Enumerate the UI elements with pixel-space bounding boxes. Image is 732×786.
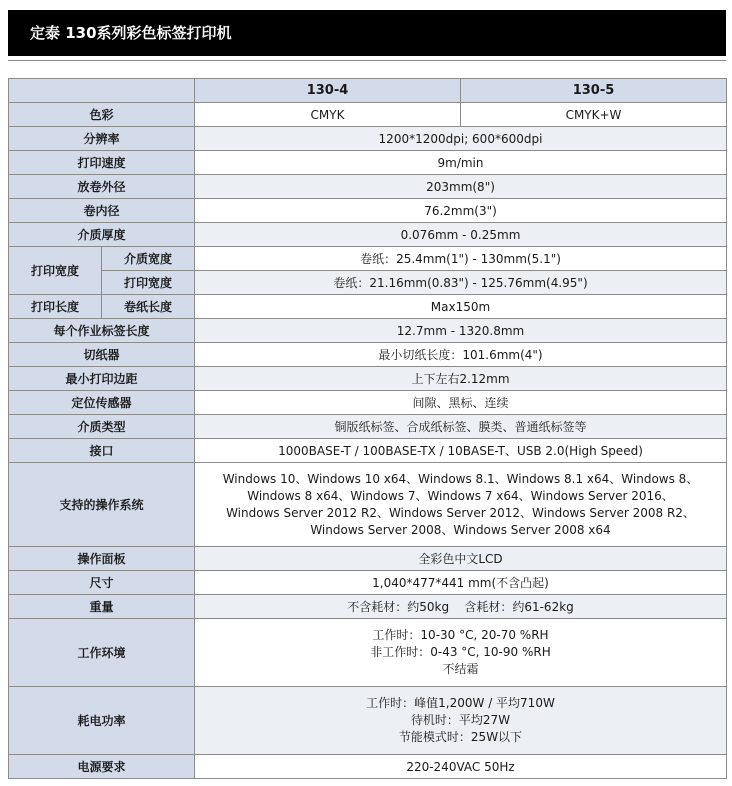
value-sensor: 间隙、黑标、连续	[195, 391, 727, 415]
row-size	[9, 571, 727, 595]
header-blank-cell	[9, 79, 195, 103]
os-line: Windows 8 x64、Windows 7、Windows 7 x64、Windows Server 2016、	[247, 488, 674, 503]
environment-line: 工作时：10-30 °C, 20-70 %RH	[372, 628, 549, 642]
value-print-width: 卷纸：21.16mm(0.83") - 125.76mm(4.95")	[195, 271, 727, 295]
row-job-length	[9, 319, 727, 343]
header-row	[9, 79, 727, 103]
value-media-width: 卷纸：25.4mm(1") - 130mm(5.1")	[195, 247, 727, 271]
page-title: 定泰 130系列彩色标签打印机	[30, 24, 232, 42]
row-sensor	[9, 391, 727, 415]
power-line: 待机时：平均27W	[410, 713, 511, 727]
row-print-width	[9, 271, 727, 295]
row-speed	[9, 151, 727, 175]
value-power	[195, 687, 727, 755]
title-divider	[8, 60, 726, 61]
label-print-length: 打印长度	[9, 295, 102, 319]
value-weight: 不含耗材：约50kg 含耗材：约61-62kg	[195, 595, 727, 619]
label-environment: 工作环境	[9, 619, 195, 687]
label-supply: 电源要求	[9, 755, 195, 779]
value-supply: 220-240VAC 50Hz	[195, 755, 727, 779]
row-margin	[9, 367, 727, 391]
label-print-width-group: 打印宽度	[9, 247, 102, 295]
row-thickness	[9, 223, 727, 247]
row-interface	[9, 439, 727, 463]
value-interface: 1000BASE-T / 100BASE-TX / 10BASE-T、USB 2.0(High Speed)	[195, 439, 727, 463]
row-supply	[9, 755, 727, 779]
label-interface: 接口	[9, 439, 195, 463]
value-outer-diameter: 203mm(8")	[195, 175, 727, 199]
label-media-width: 介质宽度	[102, 247, 195, 271]
label-cutter: 切纸器	[9, 343, 195, 367]
title-bar	[8, 10, 726, 56]
label-size: 尺寸	[9, 571, 195, 595]
row-cutter	[9, 343, 727, 367]
row-outer-diameter	[9, 175, 727, 199]
value-panel: 全彩色中文LCD	[195, 547, 727, 571]
environment-line: 非工作时：0-43 °C, 10-90 %RH	[370, 645, 551, 659]
value-resolution: 1200*1200dpi; 600*600dpi	[195, 127, 727, 151]
row-power	[9, 687, 727, 755]
label-outer-diameter: 放卷外径	[9, 175, 195, 199]
label-power: 耗电功率	[9, 687, 195, 755]
row-media-type	[9, 415, 727, 439]
label-job-length: 每个作业标签长度	[9, 319, 195, 343]
value-job-length: 12.7mm - 1320.8mm	[195, 319, 727, 343]
value-speed: 9m/min	[195, 151, 727, 175]
value-margin: 上下左右2.12mm	[195, 367, 727, 391]
row-media-width	[9, 247, 727, 271]
row-color	[9, 103, 727, 127]
row-os	[9, 463, 727, 547]
row-panel	[9, 547, 727, 571]
os-line: Windows 10、Windows 10 x64、Windows 8.1、Windows 8.1 x64、Windows 8、	[222, 471, 699, 486]
row-resolution	[9, 127, 727, 151]
model-130-4-header: 130-4	[195, 79, 461, 103]
label-resolution: 分辨率	[9, 127, 195, 151]
os-line: Windows Server 2012 R2、Windows Server 2012、Windows Server 2008 R2、	[226, 505, 695, 520]
label-color: 色彩	[9, 103, 195, 127]
value-inner-diameter: 76.2mm(3")	[195, 199, 727, 223]
environment-line: 不结霜	[442, 662, 479, 676]
row-inner-diameter	[9, 199, 727, 223]
spec-table	[8, 78, 727, 779]
label-panel: 操作面板	[9, 547, 195, 571]
value-cutter: 最小切纸长度：101.6mm(4")	[195, 343, 727, 367]
label-os: 支持的操作系统	[9, 463, 195, 547]
label-margin: 最小打印边距	[9, 367, 195, 391]
row-environment	[9, 619, 727, 687]
row-weight	[9, 595, 727, 619]
power-line: 节能模式时：25W以下	[398, 730, 523, 744]
value-thickness: 0.076mm - 0.25mm	[195, 223, 727, 247]
power-line: 工作时：峰值1,200W / 平均710W	[366, 696, 555, 710]
value-os	[195, 463, 727, 547]
value-media-type: 铜版纸标签、合成纸标签、膜类、普通纸标签等	[195, 415, 727, 439]
value-environment	[195, 619, 727, 687]
label-speed: 打印速度	[9, 151, 195, 175]
value-size: 1,040*477*441 mm(不含凸起)	[195, 571, 727, 595]
model-130-5-header: 130-5	[461, 79, 727, 103]
label-thickness: 介质厚度	[9, 223, 195, 247]
label-print-width: 打印宽度	[102, 271, 195, 295]
label-weight: 重量	[9, 595, 195, 619]
value-roll-length: Max150m	[195, 295, 727, 319]
os-line: Windows Server 2008、Windows Server 2008 x64	[310, 522, 611, 537]
label-inner-diameter: 卷内径	[9, 199, 195, 223]
label-sensor: 定位传感器	[9, 391, 195, 415]
label-roll-length: 卷纸长度	[102, 295, 195, 319]
value-color-130-5: CMYK+W	[461, 103, 727, 127]
label-media-type: 介质类型	[9, 415, 195, 439]
value-color-130-4: CMYK	[195, 103, 461, 127]
row-print-length	[9, 295, 727, 319]
